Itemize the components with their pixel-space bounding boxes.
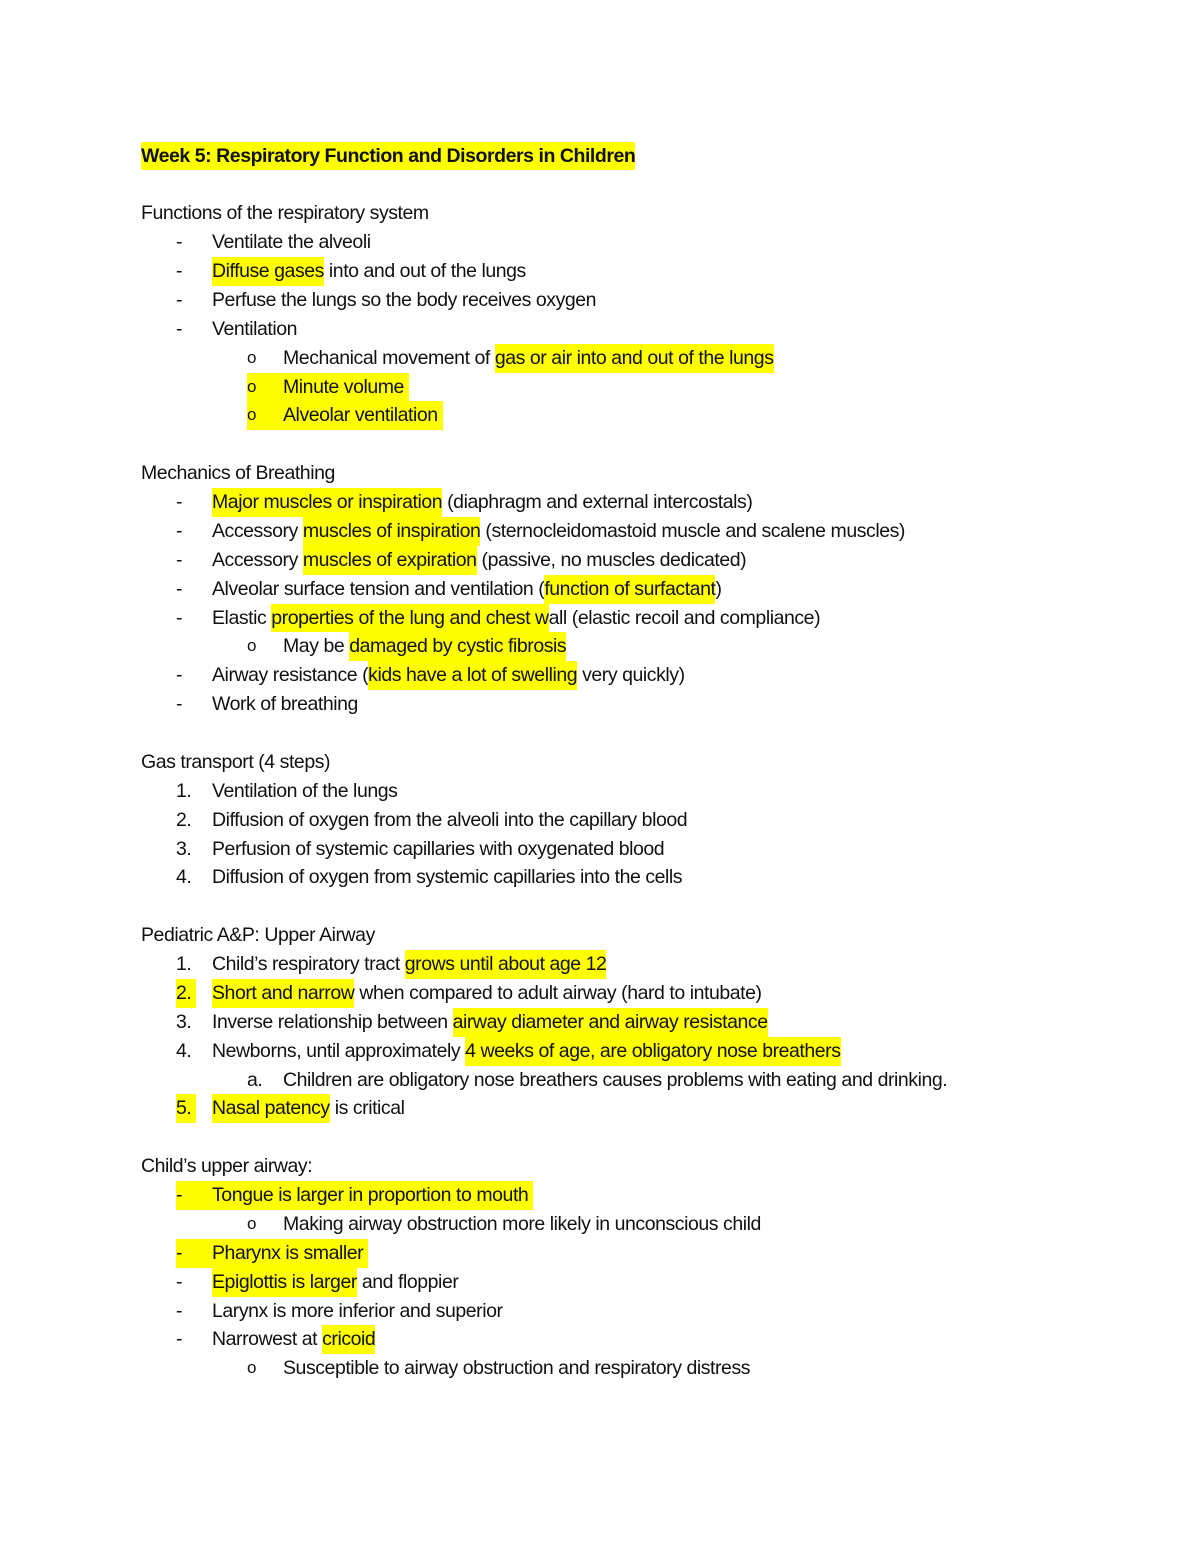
text-run: Work of breathing <box>212 693 358 716</box>
text-run: Child’s respiratory tract <box>212 953 405 976</box>
line-content <box>212 286 596 315</box>
text-run: very quickly) <box>577 664 685 687</box>
bullet-item <box>141 1297 1141 1326</box>
text-run: Mechanics of Breathing <box>141 462 335 485</box>
text-run: Newborns, until approximately <box>212 1039 466 1062</box>
list-number: 1. <box>176 953 192 976</box>
text-run: Diffusion of oxygen from systemic capillaries into the cells <box>212 866 683 889</box>
bullet-item <box>141 661 1141 690</box>
sub-bullet-item <box>141 1210 1141 1239</box>
document-body <box>141 142 1141 1384</box>
list-number: 4. <box>176 866 192 889</box>
line-content <box>212 315 297 344</box>
line-content <box>212 1094 405 1123</box>
dash-bullet-icon: - <box>176 664 183 687</box>
bullet-item <box>141 1325 1141 1354</box>
dash-bullet-icon: - <box>176 231 183 254</box>
dash-bullet-icon: - <box>176 1181 212 1210</box>
bullet-item <box>141 1239 1141 1268</box>
line-content <box>141 199 429 228</box>
text-run: ) <box>715 577 722 600</box>
line-content <box>212 488 752 517</box>
text-run: Child’s upper airway: <box>141 1155 313 1178</box>
list-number: 3. <box>176 837 192 860</box>
circle-bullet-icon: o <box>247 347 257 367</box>
line-content <box>212 228 371 257</box>
line-content <box>212 979 762 1008</box>
highlighted-text: function of surfactant <box>544 575 715 604</box>
text-run: Ventilation <box>212 317 298 340</box>
blank-line <box>141 719 1141 748</box>
bullet-item <box>141 315 1141 344</box>
text-run: is critical <box>329 1097 405 1120</box>
line-content <box>283 1210 761 1239</box>
line-content <box>283 344 774 373</box>
line-content <box>212 806 687 835</box>
bullet-item <box>141 546 1141 575</box>
line-content <box>212 1325 375 1354</box>
text-run: Inverse relationship between <box>212 1010 453 1033</box>
dash-bullet-icon: - <box>176 491 183 514</box>
dash-bullet-icon: - <box>176 260 183 283</box>
line-content <box>212 1008 768 1037</box>
line-content <box>212 1037 841 1066</box>
dash-bullet-icon: - <box>176 1270 183 1293</box>
numbered-list-item <box>141 950 1141 979</box>
dash-bullet-icon: - <box>176 1328 183 1351</box>
numbered-list-item <box>141 979 1141 1008</box>
bullet-item <box>141 488 1141 517</box>
line-content <box>212 690 358 719</box>
highlighted-text: Nasal patency <box>212 1094 330 1123</box>
bullet-item <box>141 1181 1141 1210</box>
dash-bullet-icon: - <box>176 693 183 716</box>
bullet-item <box>141 517 1141 546</box>
highlighted-text: damaged by cystic fibrosis <box>349 632 566 661</box>
sub-bullet-item <box>141 401 1141 430</box>
text-run: May be <box>283 635 350 658</box>
line-content <box>141 921 375 950</box>
line-content <box>283 401 443 430</box>
blank-line <box>141 430 1141 459</box>
line-content <box>212 575 721 604</box>
numbered-list-item <box>141 1094 1141 1123</box>
line-content <box>212 517 905 546</box>
text-run: Gas transport (4 steps) <box>141 750 331 773</box>
line-content <box>283 373 409 402</box>
sub-bullet-item <box>141 1354 1141 1383</box>
highlighted-text: gas or air into and out of the lungs <box>495 344 774 373</box>
line-content <box>141 748 330 777</box>
text-run: Ventilation of the lungs <box>212 779 398 802</box>
list-number: 2. <box>176 979 196 1008</box>
circle-bullet-icon: o <box>247 373 283 402</box>
numbered-list-item <box>141 777 1141 806</box>
numbered-list-item <box>141 1037 1141 1066</box>
list-number: 3. <box>176 1010 192 1033</box>
line-content <box>212 661 685 690</box>
highlighted-text: muscles of inspiration <box>303 517 481 546</box>
line-content <box>141 1152 312 1181</box>
bullet-item <box>141 575 1141 604</box>
line-content <box>212 257 526 286</box>
sub-bullet-item <box>141 344 1141 373</box>
highlighted-text: Major muscles or inspiration <box>212 488 442 517</box>
circle-bullet-icon: o <box>247 401 283 430</box>
bullet-item <box>141 257 1141 286</box>
line-content <box>212 1239 368 1268</box>
document-title <box>141 142 1141 171</box>
highlighted-text: airway diameter and airway resistance <box>453 1008 768 1037</box>
dash-bullet-icon: - <box>176 606 183 629</box>
bullet-item <box>141 690 1141 719</box>
line-content <box>141 142 635 171</box>
section-heading <box>141 748 1141 777</box>
sub-bullet-item <box>141 373 1141 402</box>
numbered-list-item <box>141 835 1141 864</box>
text-run: Accessory <box>212 548 303 571</box>
list-number: 4. <box>176 1039 192 1062</box>
line-content <box>212 546 746 575</box>
line-content <box>141 459 335 488</box>
text-run: Larynx is more inferior and superior <box>212 1299 503 1322</box>
list-number: 5. <box>176 1094 196 1123</box>
numbered-list-item <box>141 806 1141 835</box>
highlighted-text: Tongue is larger in proportion to mouth <box>212 1181 533 1210</box>
text-run: when compared to adult airway (hard to intubate) <box>354 981 762 1004</box>
circle-bullet-icon: o <box>247 1358 257 1378</box>
dash-bullet-icon: - <box>176 288 183 311</box>
text-run: Ventilate the alveoli <box>212 231 371 254</box>
text-run: Diffusion of oxygen from the alveoli into the capillary blood <box>212 808 688 831</box>
line-content <box>212 863 682 892</box>
text-run: Children are obligatory nose breathers causes problems with eating and drinking. <box>283 1068 948 1091</box>
text-run: and floppier <box>356 1270 459 1293</box>
line-content <box>212 1268 458 1297</box>
text-run: Susceptible to airway obstruction and respiratory distress <box>283 1357 751 1380</box>
circle-bullet-icon: o <box>247 636 257 656</box>
text-run: (sternocleidomastoid muscle and scalene muscles) <box>480 519 905 542</box>
blank-line <box>141 892 1141 921</box>
highlighted-text: muscles of expiration <box>303 546 477 575</box>
dash-bullet-icon: - <box>176 1239 212 1268</box>
dash-bullet-icon: - <box>176 548 183 571</box>
text-run: all (elastic recoil and compliance) <box>548 606 821 629</box>
highlighted-text: Alveolar ventilation <box>283 401 443 430</box>
text-run: Making airway obstruction more likely in unconscious child <box>283 1212 761 1235</box>
dash-bullet-icon: - <box>176 317 183 340</box>
highlighted-text: Diffuse gases <box>212 257 324 286</box>
bullet-item <box>141 286 1141 315</box>
text-run: Pediatric A&P: Upper Airway <box>141 924 375 947</box>
highlighted-text: cricoid <box>322 1325 375 1354</box>
text-run: Alveolar surface tension and ventilation ( <box>212 577 545 600</box>
list-number: a. <box>247 1068 263 1091</box>
text-run: Elastic <box>212 606 272 629</box>
text-run: (diaphragm and external intercostals) <box>442 491 753 514</box>
text-run: Functions of the respiratory system <box>141 202 429 225</box>
highlighted-text: 4 weeks of age, are obligatory nose breathers <box>465 1037 840 1066</box>
line-content <box>212 777 397 806</box>
blank-line <box>141 170 1141 199</box>
highlighted-text: grows until about age 12 <box>405 950 607 979</box>
text-run: Mechanical movement of <box>283 346 495 369</box>
text-run: Perfuse the lungs so the body receives oxygen <box>212 288 597 311</box>
section-heading <box>141 1152 1141 1181</box>
sub-bullet-item <box>141 632 1141 661</box>
blank-line <box>141 1123 1141 1152</box>
dash-bullet-icon: - <box>176 577 183 600</box>
text-run: (passive, no muscles dedicated) <box>476 548 747 571</box>
bullet-item <box>141 604 1141 633</box>
numbered-list-item <box>141 1008 1141 1037</box>
highlighted-text: Epiglottis is larger <box>212 1268 357 1297</box>
line-content <box>212 1181 533 1210</box>
text-run: Airway resistance ( <box>212 664 369 687</box>
line-content <box>283 632 566 661</box>
bullet-item <box>141 1268 1141 1297</box>
dash-bullet-icon: - <box>176 1299 183 1322</box>
line-content <box>283 1066 947 1095</box>
highlighted-text: Week 5: Respiratory Function and Disorders in Children <box>141 142 635 171</box>
highlighted-text: Short and narrow <box>212 979 354 1008</box>
text-run: into and out of the lungs <box>323 260 526 283</box>
line-content <box>212 835 664 864</box>
line-content <box>283 1354 750 1383</box>
section-heading <box>141 459 1141 488</box>
bullet-item <box>141 228 1141 257</box>
numbered-list-item <box>141 863 1141 892</box>
text-run: Accessory <box>212 519 303 542</box>
text-run: Narrowest at <box>212 1328 323 1351</box>
section-heading <box>141 921 1141 950</box>
line-content <box>212 950 606 979</box>
numbered-list-item <box>141 1066 1141 1095</box>
section-heading <box>141 199 1141 228</box>
line-content <box>212 1297 503 1326</box>
highlighted-text: kids have a lot of swelling <box>368 661 577 690</box>
circle-bullet-icon: o <box>247 1213 257 1233</box>
highlighted-text: Pharynx is smaller <box>212 1239 368 1268</box>
list-number: 1. <box>176 779 192 802</box>
list-number: 2. <box>176 808 192 831</box>
highlighted-text: properties of the lung and chest w <box>271 604 548 633</box>
text-run: Perfusion of systemic capillaries with oxygenated blood <box>212 837 665 860</box>
line-content <box>212 604 820 633</box>
highlighted-text: Minute volume <box>283 373 409 402</box>
dash-bullet-icon: - <box>176 519 183 542</box>
